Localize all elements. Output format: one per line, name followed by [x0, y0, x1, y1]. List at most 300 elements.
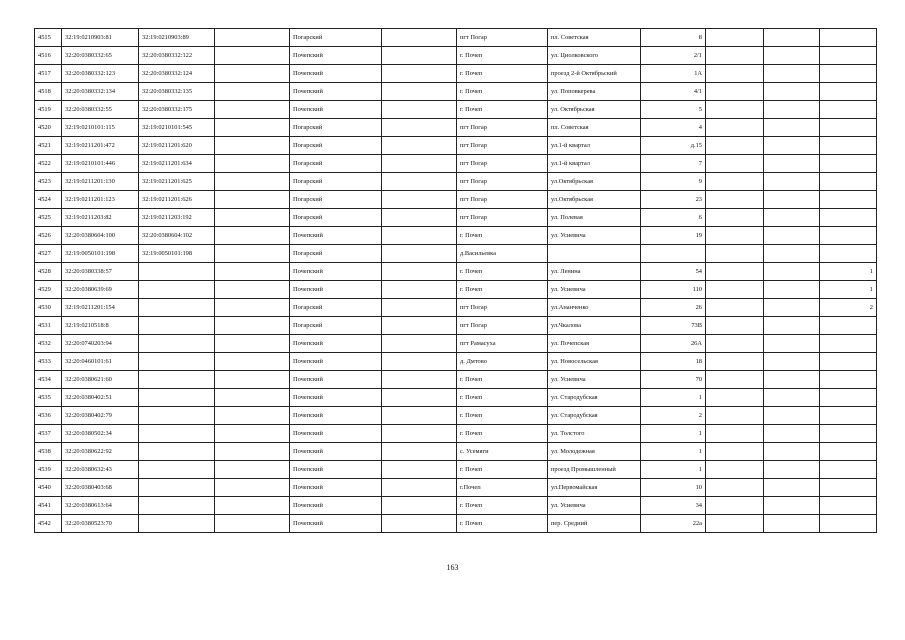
table-cell — [820, 425, 877, 443]
table-cell — [764, 155, 820, 173]
table-cell — [820, 317, 877, 335]
table-cell: 4525 — [35, 209, 62, 227]
table-cell: Погарский — [290, 245, 382, 263]
table-cell — [215, 299, 290, 317]
table-cell: ул. Новосельская — [548, 353, 641, 371]
table-cell: Почепский — [290, 353, 382, 371]
table-cell: 26 — [641, 299, 706, 317]
table-row — [35, 371, 877, 389]
table-cell — [382, 461, 457, 479]
table-cell: ул.Октябрьская — [548, 191, 641, 209]
table-cell: 18 — [641, 353, 706, 371]
table-row — [35, 281, 877, 299]
table-cell — [820, 245, 877, 263]
table-cell — [382, 443, 457, 461]
table-cell: 1 — [641, 461, 706, 479]
table-cell: г. Почеп — [457, 515, 548, 533]
table-cell: Почепский — [290, 65, 382, 83]
table-cell — [215, 479, 290, 497]
table-cell — [215, 371, 290, 389]
table-cell — [382, 389, 457, 407]
table-cell — [820, 461, 877, 479]
table-cell — [764, 389, 820, 407]
table-cell: 4524 — [35, 191, 62, 209]
registry-table — [34, 28, 877, 533]
table-cell: 4541 — [35, 497, 62, 515]
table-cell: Погарский — [290, 209, 382, 227]
table-cell: пгт Погар — [457, 119, 548, 137]
table-cell: г. Почеп — [457, 407, 548, 425]
table-cell: Почепский — [290, 479, 382, 497]
table-cell: 32:19:0211201:625 — [139, 173, 215, 191]
table-cell: Почепский — [290, 335, 382, 353]
table-cell: г. Почеп — [457, 65, 548, 83]
table-cell — [820, 497, 877, 515]
table-cell: 32:20:0380332:55 — [62, 101, 139, 119]
table-cell — [706, 245, 764, 263]
table-row — [35, 29, 877, 47]
table-cell — [706, 191, 764, 209]
table-cell: 4527 — [35, 245, 62, 263]
table-cell: 4517 — [35, 65, 62, 83]
table-cell: 4521 — [35, 137, 62, 155]
table-cell — [820, 65, 877, 83]
table-cell: пгт Погар — [457, 137, 548, 155]
table-cell — [215, 389, 290, 407]
table-cell — [706, 515, 764, 533]
table-cell: 4516 — [35, 47, 62, 65]
table-cell: 4542 — [35, 515, 62, 533]
table-cell — [706, 29, 764, 47]
table-cell: проезд 2-й Октябрьский — [548, 65, 641, 83]
table-cell: Погарский — [290, 173, 382, 191]
table-cell: 4539 — [35, 461, 62, 479]
table-cell — [139, 281, 215, 299]
table-cell: 4519 — [35, 101, 62, 119]
table-cell — [764, 317, 820, 335]
table-cell: 32:19:0211201:130 — [62, 173, 139, 191]
table-cell — [382, 101, 457, 119]
table-cell — [706, 173, 764, 191]
table-cell: 2 — [641, 407, 706, 425]
table-cell — [215, 353, 290, 371]
table-cell — [706, 461, 764, 479]
table-cell — [764, 281, 820, 299]
table-cell: пгт Погар — [457, 299, 548, 317]
table-cell: ул. Циолковского — [548, 47, 641, 65]
table-cell — [215, 101, 290, 119]
table-cell: г. Почеп — [457, 47, 548, 65]
table-cell — [764, 245, 820, 263]
table-cell — [139, 425, 215, 443]
table-cell — [706, 65, 764, 83]
table-cell: пгт Рамасуха — [457, 335, 548, 353]
table-cell: 8 — [641, 29, 706, 47]
table-cell — [820, 353, 877, 371]
table-cell — [215, 317, 290, 335]
table-cell — [706, 83, 764, 101]
table-cell — [820, 335, 877, 353]
table-cell — [764, 407, 820, 425]
table-cell — [706, 119, 764, 137]
table-cell: Погарский — [290, 155, 382, 173]
table-row — [35, 155, 877, 173]
table-cell: 32:19:0050101:198 — [62, 245, 139, 263]
table-cell — [764, 101, 820, 119]
table-cell — [820, 389, 877, 407]
table-cell: д. Дмтово — [457, 353, 548, 371]
table-cell — [139, 371, 215, 389]
table-cell — [382, 155, 457, 173]
table-cell — [820, 443, 877, 461]
table-cell: ул.1-й квартал — [548, 137, 641, 155]
table-cell — [139, 461, 215, 479]
table-cell — [139, 479, 215, 497]
table-row — [35, 227, 877, 245]
table-cell — [215, 155, 290, 173]
table-cell: 32:20:0380332:65 — [62, 47, 139, 65]
table-cell: 1А — [641, 65, 706, 83]
table-cell: 32:19:0211201:123 — [62, 191, 139, 209]
table-cell — [820, 173, 877, 191]
table-row — [35, 461, 877, 479]
table-cell — [215, 497, 290, 515]
table-cell — [764, 227, 820, 245]
table-cell — [764, 497, 820, 515]
table-cell — [382, 317, 457, 335]
table-cell: г. Почеп — [457, 461, 548, 479]
table-cell — [382, 425, 457, 443]
table-cell: ул.1-й квартал — [548, 155, 641, 173]
table-cell — [215, 119, 290, 137]
table-cell: Погарский — [290, 137, 382, 155]
table-cell: 110 — [641, 281, 706, 299]
table-cell: ул. Усиевича — [548, 371, 641, 389]
table-cell — [215, 173, 290, 191]
table-cell: 4538 — [35, 443, 62, 461]
table-cell — [820, 479, 877, 497]
table-cell: 7 — [641, 155, 706, 173]
table-cell — [382, 191, 457, 209]
table-cell: г. Почеп — [457, 263, 548, 281]
table-cell: 54 — [641, 263, 706, 281]
table-cell: г. Почеп — [457, 83, 548, 101]
table-cell: ул. Ленина — [548, 263, 641, 281]
table-cell — [764, 479, 820, 497]
table-cell — [820, 119, 877, 137]
table-cell: пл. Советская — [548, 119, 641, 137]
table-cell: 23 — [641, 191, 706, 209]
table-cell: ул. Октябрьская — [548, 101, 641, 119]
table-cell: 32:19:0210518:8 — [62, 317, 139, 335]
table-cell — [764, 137, 820, 155]
table-cell — [139, 353, 215, 371]
table-row — [35, 209, 877, 227]
table-cell — [215, 137, 290, 155]
table-cell: 4/1 — [641, 83, 706, 101]
table-cell: 2/1 — [641, 47, 706, 65]
table-row — [35, 353, 877, 371]
table-cell — [139, 317, 215, 335]
table-cell: 32:20:0460101:61 — [62, 353, 139, 371]
table-row — [35, 245, 877, 263]
table-cell: Почепский — [290, 443, 382, 461]
table-cell — [215, 191, 290, 209]
table-row — [35, 407, 877, 425]
table-cell: 5 — [641, 101, 706, 119]
table-cell: 32:20:0380621:60 — [62, 371, 139, 389]
table-cell: 4533 — [35, 353, 62, 371]
table-cell: 32:20:0380402:79 — [62, 407, 139, 425]
table-cell — [706, 479, 764, 497]
table-cell — [764, 371, 820, 389]
table-row — [35, 137, 877, 155]
table-cell — [382, 209, 457, 227]
table-cell — [706, 353, 764, 371]
table-cell: пер. Средний — [548, 515, 641, 533]
table-cell — [706, 263, 764, 281]
table-cell — [382, 173, 457, 191]
table-cell — [764, 65, 820, 83]
table-cell — [139, 497, 215, 515]
table-cell: 32:20:0740203:94 — [62, 335, 139, 353]
table-cell — [215, 245, 290, 263]
table-cell: 32:19:0211201:620 — [139, 137, 215, 155]
table-cell: 1 — [641, 443, 706, 461]
table-cell: 32:19:0050101:198 — [139, 245, 215, 263]
table-cell — [706, 407, 764, 425]
table-cell: г. Почеп — [457, 497, 548, 515]
table-cell — [820, 191, 877, 209]
table-cell: 4518 — [35, 83, 62, 101]
table-cell: 32:20:0380604:102 — [139, 227, 215, 245]
table-cell: 32:20:0380502:34 — [62, 425, 139, 443]
table-cell — [382, 65, 457, 83]
table-cell — [139, 389, 215, 407]
table-cell: 4537 — [35, 425, 62, 443]
table-cell — [382, 371, 457, 389]
table-row — [35, 497, 877, 515]
table-cell: пгт Погар — [457, 191, 548, 209]
table-cell — [382, 47, 457, 65]
table-cell — [706, 335, 764, 353]
table-cell: 32:20:0380332:122 — [139, 47, 215, 65]
table-cell: д.15 — [641, 137, 706, 155]
table-cell: 4526 — [35, 227, 62, 245]
table-cell: 6 — [641, 209, 706, 227]
table-row — [35, 425, 877, 443]
table-cell — [764, 209, 820, 227]
table-cell: 4520 — [35, 119, 62, 137]
table-cell — [764, 29, 820, 47]
table-cell: 32:20:0380338:57 — [62, 263, 139, 281]
table-cell — [215, 263, 290, 281]
table-cell — [764, 191, 820, 209]
table-cell — [820, 47, 877, 65]
table-cell: Почепский — [290, 425, 382, 443]
table-cell — [764, 299, 820, 317]
table-cell — [139, 515, 215, 533]
table-cell: 32:20:0380523:70 — [62, 515, 139, 533]
table-cell: 4529 — [35, 281, 62, 299]
table-cell: 1 — [641, 425, 706, 443]
table-cell — [764, 263, 820, 281]
table-cell — [764, 515, 820, 533]
table-cell: Почепский — [290, 101, 382, 119]
table-row — [35, 173, 877, 191]
table-cell: Почепский — [290, 263, 382, 281]
table-cell: ул. Усиевича — [548, 227, 641, 245]
table-cell: 19 — [641, 227, 706, 245]
table-cell: Почепский — [290, 47, 382, 65]
table-cell: 32:19:0211201:472 — [62, 137, 139, 155]
table-cell — [706, 137, 764, 155]
table-cell: ул. Почепская — [548, 335, 641, 353]
table-cell — [382, 353, 457, 371]
table-cell: г. Почеп — [457, 425, 548, 443]
table-cell: 32:20:0380402:51 — [62, 389, 139, 407]
table-cell: Почепский — [290, 461, 382, 479]
table-cell: 4531 — [35, 317, 62, 335]
table-cell — [215, 227, 290, 245]
table-cell: 32:20:0380332:175 — [139, 101, 215, 119]
table-cell: г. Почеп — [457, 101, 548, 119]
table-cell — [764, 173, 820, 191]
table-cell: д.Васильевка — [457, 245, 548, 263]
table-cell: ул. Полевая — [548, 209, 641, 227]
table-row — [35, 119, 877, 137]
table-cell: 32:19:0211201:626 — [139, 191, 215, 209]
table-cell: пгт Погар — [457, 317, 548, 335]
table-cell: 32:20:0380639:69 — [62, 281, 139, 299]
table-cell: 4528 — [35, 263, 62, 281]
table-cell — [706, 227, 764, 245]
table-cell: Почепский — [290, 389, 382, 407]
table-cell: 1 — [820, 281, 877, 299]
table-cell — [382, 119, 457, 137]
table-row — [35, 515, 877, 533]
table-cell — [215, 515, 290, 533]
table-cell — [215, 407, 290, 425]
table-cell — [215, 281, 290, 299]
table-cell: 4530 — [35, 299, 62, 317]
table-cell: Погарский — [290, 191, 382, 209]
table-cell: ул.Чкалова — [548, 317, 641, 335]
table-cell: пгт Погар — [457, 173, 548, 191]
table-cell: 34 — [641, 497, 706, 515]
table-cell — [706, 317, 764, 335]
table-cell — [215, 443, 290, 461]
table-cell: ул.Октябрьская — [548, 173, 641, 191]
table-cell — [382, 83, 457, 101]
table-cell — [382, 479, 457, 497]
table-cell: ул.Первомайская — [548, 479, 641, 497]
table-cell: г. Почеп — [457, 227, 548, 245]
table-row — [35, 479, 877, 497]
table-cell — [382, 497, 457, 515]
table-cell: 1 — [641, 389, 706, 407]
table-cell — [382, 227, 457, 245]
table-cell — [382, 29, 457, 47]
table-cell — [764, 425, 820, 443]
table-cell — [215, 47, 290, 65]
table-cell — [764, 119, 820, 137]
table-row — [35, 191, 877, 209]
table-cell — [641, 245, 706, 263]
table-cell: Почепский — [290, 515, 382, 533]
table-cell: 32:20:0380332:124 — [139, 65, 215, 83]
table-cell — [764, 47, 820, 65]
table-cell — [706, 281, 764, 299]
table-cell: Почепский — [290, 407, 382, 425]
table-cell: Погарский — [290, 119, 382, 137]
table-cell — [139, 407, 215, 425]
table-cell: ул. Усиевича — [548, 497, 641, 515]
table-cell: 4534 — [35, 371, 62, 389]
table-cell: ул.Ананченко — [548, 299, 641, 317]
page-number: 163 — [446, 563, 459, 572]
table-cell — [706, 497, 764, 515]
table-cell — [820, 209, 877, 227]
table-cell — [764, 335, 820, 353]
table-cell — [706, 155, 764, 173]
table-cell — [215, 83, 290, 101]
table-cell: 70 — [641, 371, 706, 389]
table-cell: ул. Толстого — [548, 425, 641, 443]
table-cell: ул. Усиевича — [548, 281, 641, 299]
table-cell: 32:20:0380632:43 — [62, 461, 139, 479]
table-cell: 32:20:0380332:134 — [62, 83, 139, 101]
table-cell: г. Почеп — [457, 389, 548, 407]
table-cell: 32:19:0211201:154 — [62, 299, 139, 317]
table-cell: пл. Советская — [548, 29, 641, 47]
table-row — [35, 263, 877, 281]
table-cell: 32:20:0380332:135 — [139, 83, 215, 101]
table-cell: 32:19:0211203:82 — [62, 209, 139, 227]
table-cell — [820, 227, 877, 245]
table-cell: 9 — [641, 173, 706, 191]
table-cell: 32:19:0211203:192 — [139, 209, 215, 227]
table-cell — [820, 29, 877, 47]
table-cell: Почепский — [290, 227, 382, 245]
table-cell — [706, 371, 764, 389]
table-cell: 4536 — [35, 407, 62, 425]
table-cell — [820, 155, 877, 173]
table-cell: 4532 — [35, 335, 62, 353]
table-cell: пгт Погар — [457, 29, 548, 47]
table-row — [35, 335, 877, 353]
table-cell — [764, 443, 820, 461]
table-cell — [382, 263, 457, 281]
table-row — [35, 83, 877, 101]
table-row — [35, 101, 877, 119]
table-cell: 4540 — [35, 479, 62, 497]
table-cell — [764, 461, 820, 479]
table-cell — [215, 29, 290, 47]
table-cell: 32:19:0210101:446 — [62, 155, 139, 173]
table-cell: 4523 — [35, 173, 62, 191]
table-cell: 4 — [641, 119, 706, 137]
table-cell: 32:20:0380613:64 — [62, 497, 139, 515]
table-cell — [382, 245, 457, 263]
table-cell: 10 — [641, 479, 706, 497]
table-cell: 32:19:0210101:545 — [139, 119, 215, 137]
table-cell: 4535 — [35, 389, 62, 407]
table-cell: 32:20:0380332:123 — [62, 65, 139, 83]
table-row — [35, 47, 877, 65]
table-cell: 2 — [820, 299, 877, 317]
table-cell — [382, 281, 457, 299]
